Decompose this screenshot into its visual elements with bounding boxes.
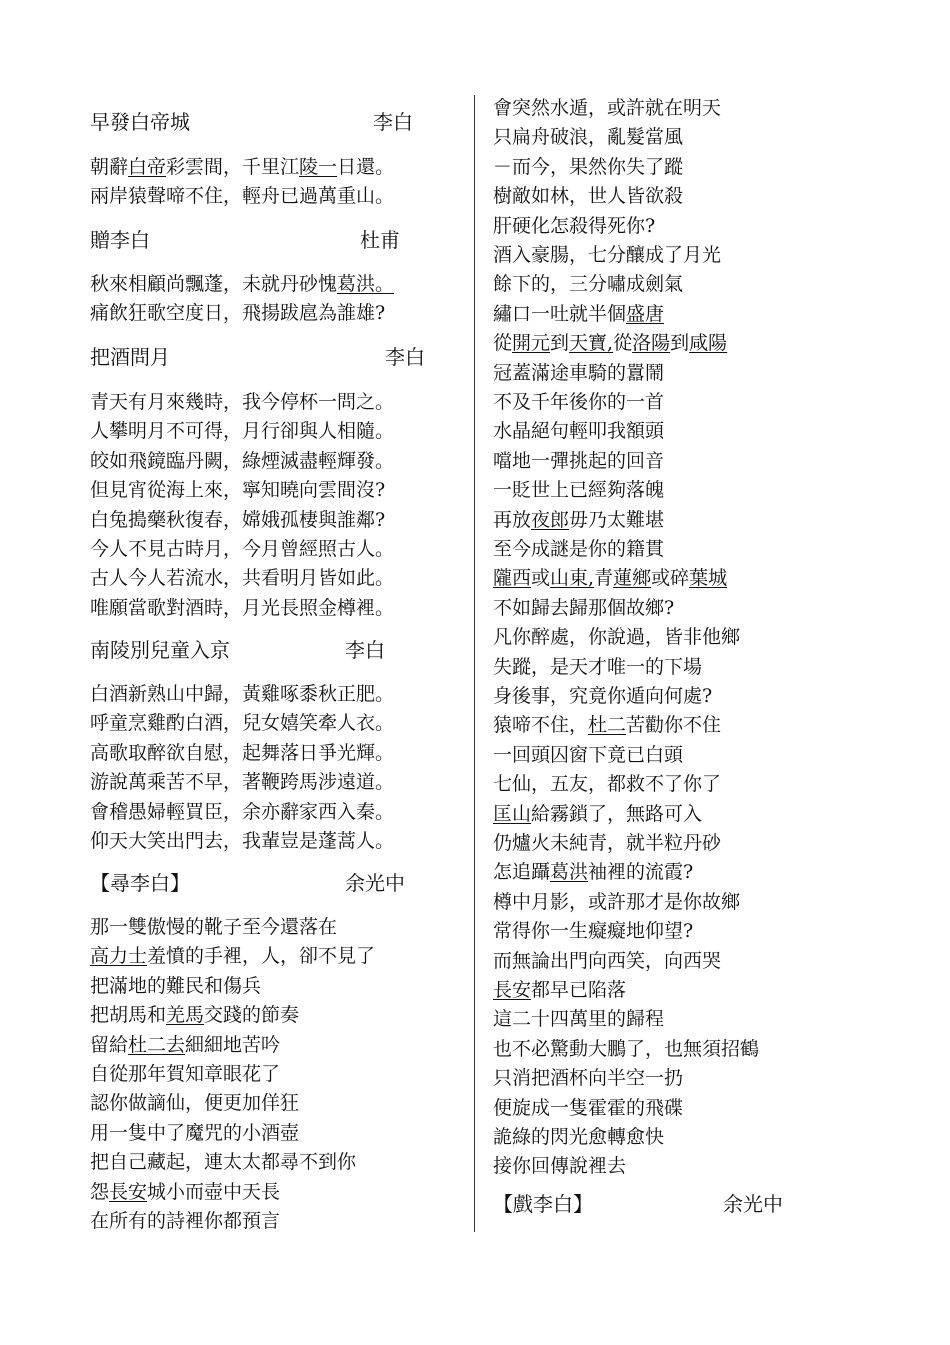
- text-segment: 再放: [493, 508, 532, 531]
- underlined-text: 高力士: [90, 945, 148, 968]
- text-segment: 羞憤的手裡，人，卻不見了: [147, 945, 376, 968]
- text-segment: 呼童烹雞酌白酒，兒女嬉笑牽人衣。: [90, 712, 395, 735]
- text-segment: －而今，果然你失了蹤: [493, 155, 684, 178]
- underlined-text: 杜二去: [128, 1033, 186, 1056]
- text-segment: 人攀明月不可得，月行卻與人相隨。: [90, 420, 395, 443]
- underlined-text: 隴西: [493, 567, 532, 590]
- text-segment: 不及千年後你的一首: [493, 391, 665, 413]
- poem-title: 把酒問月: [90, 345, 170, 369]
- poem-line: [90, 301, 385, 325]
- poem-line: [493, 478, 664, 502]
- poem-line: [493, 125, 683, 149]
- poem-line: [90, 829, 394, 853]
- text-segment: 這二十四萬里的歸程: [493, 1008, 665, 1031]
- poem-line: [493, 302, 664, 326]
- text-segment: 青天有月來幾時，我今停杯一問之。: [90, 391, 395, 413]
- poem-line: [493, 449, 664, 473]
- text-segment: 會稽愚婦輕買臣，余亦辭家西入秦。: [90, 800, 395, 823]
- poem-line: [493, 184, 683, 208]
- text-segment: 那一雙傲慢的靴子至今還落在: [90, 916, 338, 938]
- text-segment: 仰天大笑出門去，我輩豈是蓬蒿人。: [90, 830, 395, 852]
- poem-line: [90, 537, 394, 561]
- poem-line: [493, 655, 702, 679]
- poem-line: [493, 1096, 683, 1120]
- text-segment: 只扁舟破浪，亂髮當風: [493, 126, 684, 149]
- text-segment: 也不必驚動大鵬了，也無須招鶴: [493, 1037, 760, 1060]
- text-segment: 從: [613, 332, 633, 355]
- poem-line: [90, 800, 394, 824]
- poem-title: 【尋李白】: [90, 871, 190, 895]
- text-segment: 毋乃太難堪: [569, 508, 665, 531]
- poem-line: [493, 214, 655, 238]
- underlined-text: 開元: [512, 332, 551, 355]
- text-segment: 只消把酒杯向半空一扔: [493, 1067, 684, 1090]
- text-segment: 游說萬乘苦不早，著鞭跨馬涉遠道。: [90, 771, 395, 794]
- poem-line: [493, 272, 683, 296]
- text-segment: 樽中月影，或許那才是你故鄉: [493, 890, 741, 913]
- poem-line: [493, 243, 721, 267]
- text-segment: 一貶世上已經夠落魄: [493, 479, 665, 502]
- text-segment: 唯願當歌對酒時，月光長照金樽裡。: [90, 596, 395, 619]
- text-segment: 高歌取醉欲自慰，起舞落日爭光輝。: [90, 741, 395, 764]
- underlined-text: 陵一: [299, 156, 338, 178]
- poem-line: [90, 1091, 299, 1115]
- poem-line: [90, 478, 385, 502]
- poem-line: [90, 741, 394, 765]
- text-segment: 袖裡的流霞?: [588, 861, 694, 884]
- text-segment: 朝辭: [90, 156, 129, 178]
- text-segment: 彩雲間，千里江: [166, 156, 300, 178]
- poem-author: 李白: [385, 345, 425, 369]
- poem-line: [493, 566, 727, 590]
- text-segment: 今人不見古時月，今月曾經照古人。: [90, 538, 395, 560]
- poem-line: [493, 743, 683, 767]
- poem-line: [90, 1209, 280, 1233]
- poem-line: [493, 831, 721, 855]
- poem-line: [493, 419, 664, 443]
- text-segment: 而無論出門向西笑，向西哭: [493, 949, 722, 972]
- text-segment: 青: [594, 567, 614, 590]
- text-segment: 便旋成一隻霍霍的飛碟: [493, 1096, 684, 1119]
- text-segment: 從: [493, 332, 513, 355]
- poem-line: [493, 860, 693, 884]
- poem-title: 贈李白: [90, 228, 150, 252]
- poem-author: 余光中: [345, 871, 405, 895]
- text-segment: 一回頭囚窗下竟已白頭: [493, 743, 684, 766]
- poem-line: [493, 331, 727, 355]
- text-segment: 給霧鎖了，無路可入: [531, 802, 703, 825]
- poem-line: [90, 272, 394, 296]
- poem-line: [90, 184, 394, 208]
- text-segment: 皎如飛鏡臨丹闕，綠煙滅盡輕輝發。: [90, 449, 395, 472]
- text-segment: 常得你一生癡癡地仰望?: [493, 920, 694, 943]
- poem-line: [493, 890, 740, 914]
- poem-line: [90, 1062, 280, 1086]
- text-segment: 不如歸去歸那個故鄉?: [493, 596, 675, 619]
- text-segment: 秋來相顧尚飄蓬，未就丹砂愧: [90, 273, 338, 295]
- text-segment: 七仙，五友，都救不了你了: [493, 773, 722, 796]
- poem-line: [493, 949, 721, 973]
- text-segment: 詭綠的閃光愈轉愈快: [493, 1126, 665, 1148]
- poem-line: [90, 974, 261, 998]
- poem-line: [90, 508, 385, 532]
- poem-line: [493, 1007, 664, 1031]
- poem-line: [90, 1121, 299, 1145]
- text-segment: 但見宵從海上來，寧知曉向雲間沒?: [90, 479, 386, 502]
- text-segment: 細細地苦吟: [185, 1033, 281, 1056]
- poem-line: [90, 449, 394, 473]
- poem-line: [90, 566, 394, 590]
- poem-line: [90, 711, 394, 735]
- text-segment: 身後事，究竟你遁向何處?: [493, 685, 713, 707]
- poem-line: [493, 625, 740, 649]
- poem-line: [493, 537, 664, 561]
- text-segment: 苦勸你不住: [626, 714, 722, 737]
- text-segment: 冠蓋滿途車騎的囂鬧: [493, 361, 665, 384]
- text-segment: 兩岸猿聲啼不住，輕舟已過萬重山。: [90, 185, 395, 208]
- poem-title: 【戲李白】: [493, 1192, 593, 1216]
- poem-line: [493, 596, 674, 620]
- text-segment: 肝硬化怎殺得死你?: [493, 214, 656, 237]
- underlined-text: 洛陽: [632, 332, 671, 355]
- underlined-text: 長安: [493, 979, 532, 1001]
- text-segment: 認你做謫仙，便更加佯狂: [90, 1092, 300, 1115]
- poem-title: 早發白帝城: [90, 110, 190, 134]
- text-segment: 日還。: [337, 156, 395, 178]
- text-segment: 樹敵如林，世人皆欲殺: [493, 185, 684, 208]
- poem-title: 南陵別兒童入京: [90, 638, 230, 662]
- text-segment: 古人今人若流水，共看明月皆如此。: [90, 567, 395, 590]
- poem-line: [493, 1125, 664, 1149]
- underlined-text: 匡山: [493, 802, 532, 825]
- underlined-text: 山東,: [550, 567, 595, 590]
- text-segment: 把自己藏起，連太太都尋不到你: [90, 1151, 357, 1174]
- poem-line: [90, 944, 375, 968]
- underlined-text: 夜郎: [531, 508, 570, 531]
- poem-line: [493, 802, 702, 826]
- poem-author: 余光中: [723, 1192, 783, 1216]
- underlined-text: 長安: [109, 1180, 148, 1203]
- text-segment: 酒入豪腸，七分釀成了月光: [493, 244, 722, 266]
- text-segment: 餘下的，三分嘯成劍氣: [493, 273, 684, 296]
- column-divider: [474, 95, 475, 1232]
- text-segment: 把胡馬和: [90, 1004, 167, 1027]
- underlined-text: 葉城: [689, 567, 728, 590]
- text-segment: 到: [670, 332, 690, 355]
- underlined-text: 天寶,: [569, 332, 614, 355]
- poem-line: [493, 1037, 759, 1061]
- text-segment: 交踐的節奏: [204, 1004, 300, 1027]
- text-segment: 接你回傳說裡去: [493, 1155, 627, 1178]
- poem-line: [90, 915, 337, 939]
- underlined-text: 蓮鄉: [613, 567, 652, 590]
- poem-line: [493, 390, 664, 414]
- text-segment: 怨: [90, 1180, 110, 1203]
- underlined-text: 咸陽: [689, 332, 728, 355]
- text-segment: 把滿地的難民和傷兵: [90, 974, 262, 997]
- text-segment: 或碎: [651, 567, 690, 590]
- poem-line: [90, 770, 394, 794]
- underlined-text: 白帝: [128, 156, 167, 178]
- text-segment: 猿啼不住，: [493, 714, 589, 737]
- text-segment: 痛飲狂歌空度日，飛揚跋扈為誰雄?: [90, 302, 386, 325]
- poem-line: [90, 1033, 280, 1057]
- text-segment: 至今成謎是你的籍貫: [493, 538, 665, 560]
- poem-line: [493, 361, 664, 385]
- poem-line: [493, 772, 721, 796]
- underlined-text: 杜二: [588, 714, 627, 737]
- poem-line: [493, 96, 721, 120]
- text-segment: 噹地一彈挑起的回音: [493, 449, 665, 472]
- text-segment: 或: [531, 567, 551, 590]
- poem-line: [493, 508, 664, 532]
- text-segment: 在所有的詩裡你都預言: [90, 1210, 281, 1232]
- text-segment: 會突然水遁，或許就在明天: [493, 97, 722, 119]
- text-segment: 凡你醉處，你說過，皆非他鄉: [493, 626, 741, 649]
- poem-line: [493, 1066, 683, 1090]
- poem-line: [90, 682, 394, 706]
- text-segment: 自從那年賀知章眼花了: [90, 1063, 281, 1085]
- poem-line: [493, 684, 712, 708]
- underlined-text: 羌馬: [166, 1004, 205, 1027]
- poem-line: [90, 155, 394, 179]
- text-segment: 仍爐火未純青，就半粒丹砂: [493, 832, 722, 854]
- poem-line: [90, 390, 394, 414]
- poem-author: 李白: [345, 638, 385, 662]
- text-segment: 到: [550, 332, 570, 355]
- poem-line: [493, 919, 693, 943]
- poem-line: [493, 1154, 626, 1178]
- text-segment: 怎追躡: [493, 861, 551, 884]
- text-segment: 白酒新熟山中歸，黃雞啄黍秋正肥。: [90, 683, 395, 705]
- text-segment: 水晶絕句輕叩我額頭: [493, 420, 665, 443]
- poem-line: [90, 419, 394, 443]
- text-segment: 失蹤，是天才唯一的下場: [493, 655, 703, 678]
- poem-author: 杜甫: [360, 228, 400, 252]
- poem-line: [90, 1150, 356, 1174]
- poem-line: [493, 978, 626, 1002]
- text-segment: 都早已陷落: [531, 979, 627, 1001]
- text-segment: 城小而壺中天長: [147, 1180, 281, 1203]
- poem-author: 李白: [373, 110, 413, 134]
- text-segment: 繡口一吐就半個: [493, 302, 627, 325]
- poem-line: [493, 713, 721, 737]
- poem-line: [90, 1180, 280, 1204]
- text-segment: 留給: [90, 1033, 129, 1056]
- underlined-text: 盛唐: [626, 302, 665, 325]
- underlined-text: 葛洪。: [337, 273, 395, 295]
- poem-line: [493, 155, 683, 179]
- poem-line: [90, 1003, 299, 1027]
- poem-line: [90, 596, 394, 620]
- underlined-text: 葛洪: [550, 861, 589, 884]
- text-segment: 用一隻中了魔咒的小酒壺: [90, 1121, 300, 1144]
- text-segment: 白兔搗藥秋復春，嫦娥孤棲與誰鄰?: [90, 508, 386, 531]
